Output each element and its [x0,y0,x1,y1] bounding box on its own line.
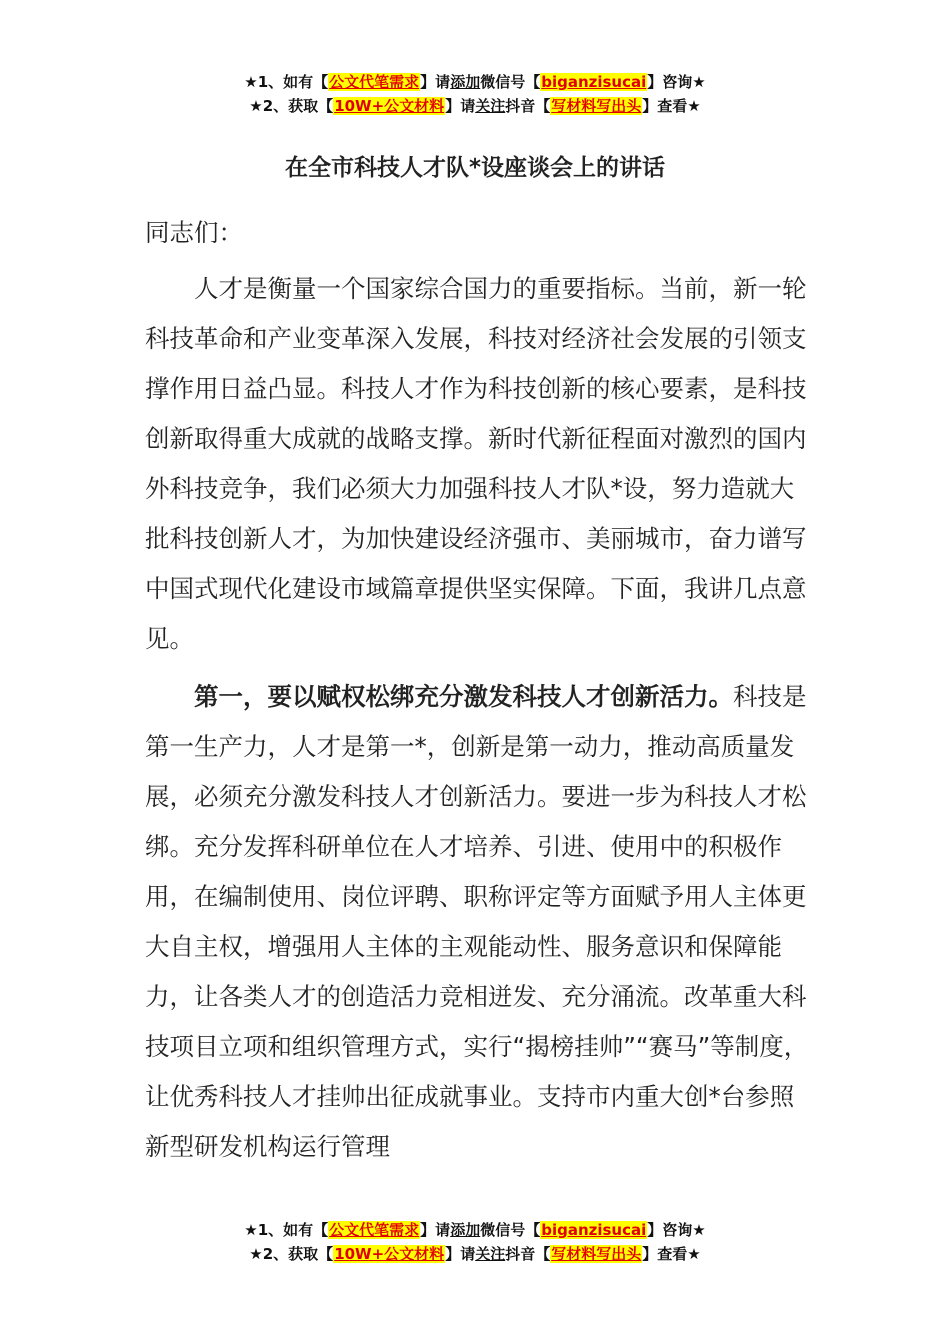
banner-emphasis: 关注 [475,97,506,115]
banner-line-1 [0,1218,950,1242]
banner-text: 】查看★ [642,1245,701,1263]
document-title: 在全市科技人才队*设座谈会上的讲话 [284,155,666,181]
banner-text: 】查看★ [642,97,701,115]
banner-text: 】请 [420,73,451,91]
paragraph-2-body: 科技是第一生产力，人才是第一*，创新是第一动力，推动高质量发展，必须充分激发科技人才创新活力。要进一步为科技人才松绑。充分发挥科研单位在人才培养、引进、使用中的积极作用，在编制使用、岗位评聘、职称评定等方面赋予用人主体更大自主权，增强用人主体的主观能动性、服务意识和保障能力，让各类人才的创造活力竞相迸发、充分涌流。改革重大科技项目立项和组织管理方式，实行“揭榜挂帅”“赛马”等制度，让优秀科技人才挂帅出征成就事业。支持市内重大创*台参照新型研发机构运行管理 [145,682,809,1161]
paragraph-2-heading: 第一，要以赋权松绑充分激发科技人才创新活力。 [194,682,733,711]
banner-emphasis: 添加 [450,1221,481,1239]
banner-text: 】请 [445,97,476,115]
paragraph-1: 人才是衡量一个国家综合国力的重要指标。当前，新一轮科技革命和产业变革深入发展，科技对经济社会发展的引领支撑作用日益凸显。科技人才作为科技创新的核心要素，是科技创新取得重大成就的战略支撑。新时代新征程面对激烈的国内外科技竞争，我们必须大力加强科技人才队*设，努力造就大批科技创新人才，为加快建设经济强市、美丽城市，奋力谱写中国式现代化建设市域篇章提供坚实保障。下面，我讲几点意见。 [145,274,807,653]
paragraph-2 [145,672,810,1172]
banner-highlight: 公文代笔需求 [329,1221,420,1239]
document-body [145,208,810,1172]
banner-line-2 [0,1242,950,1266]
banner-text: 】请 [420,1221,451,1239]
banner-highlight: 10W+公文材料 [334,97,445,115]
banner-highlight: biganzisucai [541,1221,647,1239]
banner-highlight: biganzisucai [541,73,647,91]
banner-line-2 [0,94,950,118]
banner-text: ★2、获取【 [249,97,334,115]
banner-highlight: 10W+公文材料 [334,1245,445,1263]
banner-text: 抖音【 [505,1245,551,1263]
banner-text: 】咨询★ [647,1221,706,1239]
banner-emphasis: 关注 [475,1245,506,1263]
banner-text: ★2、获取【 [249,1245,334,1263]
banner-highlight: 公文代笔需求 [329,73,420,91]
banner-highlight: 写材料写出头 [551,97,642,115]
greeting: 同志们： [145,218,243,247]
banner-highlight: 写材料写出头 [551,1245,642,1263]
banner-text: 抖音【 [505,97,551,115]
banner-line-1 [0,70,950,94]
banner-text: 】咨询★ [647,73,706,91]
banner-text: 微信号【 [480,1221,541,1239]
banner-emphasis: 添加 [450,73,481,91]
banner-text: 】请 [445,1245,476,1263]
banner-text: ★1、如有【 [244,1221,329,1239]
banner-text: 微信号【 [480,73,541,91]
bottom-banner [0,1218,950,1266]
top-banner [0,70,950,118]
banner-text: ★1、如有【 [244,73,329,91]
